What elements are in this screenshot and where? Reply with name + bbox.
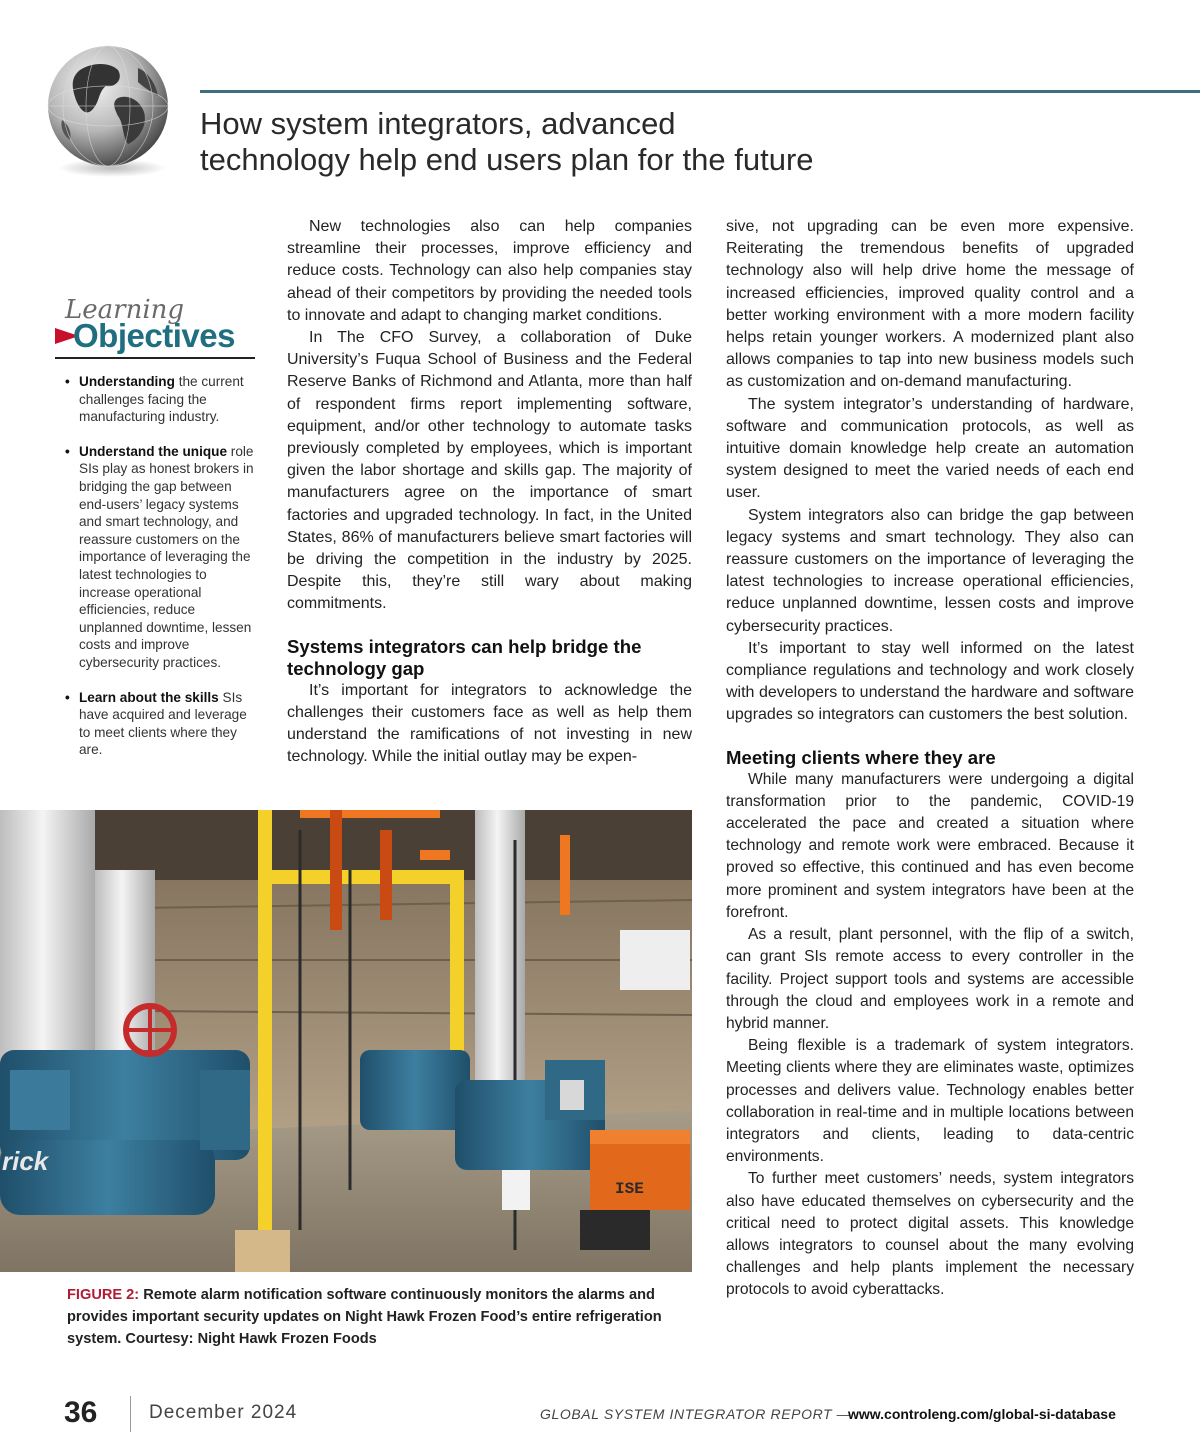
- title-line-2: technology help end users plan for the future: [200, 142, 814, 177]
- body-paragraph: New technologies also can help companies streamline their processes, improve efficiency and reduce costs. Technology can also help companies stay ahead of their competitors by providing the needed tools to innovate and adapt to changing market conditions.: [287, 218, 692, 324]
- footer-divider: [130, 1396, 131, 1432]
- page-number: 36: [64, 1396, 98, 1429]
- body-paragraph: Being flexible is a trademark of system integrators. Meeting clients where they are eliminates waste, optimizes processes and delivers value. Technology enables better collaboration in real-time and in multiple locations between integrators and clients, leading to data-centric environments.: [726, 1037, 1134, 1166]
- objective-text: the current challenges facing the manufacturing industry.: [79, 374, 244, 425]
- objective-item: [55, 689, 255, 759]
- header-rule: [200, 90, 1200, 93]
- body-paragraph: sive, not upgrading can be even more expensive. Reiterating the tremendous benefits of upgraded technology also will help drive home the message of increased efficiencies, improved quality control and a better working environment with a more modern facility helps retain younger workers. A modernized plant also allows companies to tap into new business models such as customization and on-demand manufacturing.: [726, 218, 1134, 391]
- publication-url[interactable]: www.controleng.com/global-si-database: [848, 1406, 1116, 1422]
- section-heading: Meeting clients where they are: [726, 746, 996, 768]
- objective-lead: Understand the unique: [79, 443, 228, 459]
- objective-text: SIs have acquired and leverage to meet clients where they are.: [79, 689, 247, 758]
- article-column-2: [726, 216, 1134, 1302]
- title-line-1: How system integrators, advanced: [200, 106, 676, 141]
- article-column-1: [287, 216, 692, 768]
- body-paragraph: The system integrator’s understanding of hardware, software and communication protocols, as well as intuitive domain knowledge help create an automation system designed to meet the varied needs of each end user.: [726, 395, 1134, 502]
- body-paragraph: In The CFO Survey, a collaboration of Duke University’s Fuqua School of Business and the Federal Reserve Banks of Richmond and Atlanta, more than half of respondent firms report implementing software, equipment, and/or other technology to automate tasks previously completed by employees, which is important given the labor shortage and skills gap. The majority of manufacturers agree on the importance of smart factories and upgraded technology. In fact, in the United States, 86% of manufacturers believe smart factories will be driving the competition in the industry by 2025. Despite this, they’re still wary about making commitments.: [287, 329, 692, 613]
- figure-caption-text: Remote alarm notification software continuously monitors the alarms and provides important security updates on Night Hawk Frozen Food’s entire refrigeration system. Courtesy: Night Hawk Frozen Foods: [67, 1287, 662, 1347]
- learning-label: Learning: [65, 295, 185, 325]
- issue-date: December 2024: [149, 1402, 298, 1423]
- body-paragraph: System integrators also can bridge the gap between legacy systems and smart technology. They also can reassure customers on the importance of leveraging the latest technologies to increase operational efficiencies, reduce unplanned downtime, lessen costs and improve cybersecurity practices.: [726, 506, 1134, 635]
- body-paragraph: While many manufacturers were undergoing a digital transformation prior to the pandemic, COVID-19 accelerated the pace and created a situation where technology and remote work were embraced. Because it proved so effective, this continued and has even become more prominent and system integrators have been at the forefront.: [726, 770, 1134, 921]
- figure-label: FIGURE 2:: [67, 1287, 140, 1303]
- globe-icon: [40, 40, 180, 180]
- box-label: ISE: [615, 1180, 644, 1198]
- objectives-list: [55, 373, 255, 759]
- objectives-rule: [55, 357, 255, 359]
- refrigeration-photo: [0, 810, 692, 1272]
- frick-logo: rick: [2, 1146, 49, 1176]
- objectives-label: Objectives: [73, 317, 235, 354]
- publication-name: GLOBAL SYSTEM INTEGRATOR REPORT —: [540, 1406, 852, 1422]
- body-paragraph: It’s important for integrators to acknowledge the challenges their customers face as well as help them understand the ramifications of not investing in new technology. While the initial outlay may be expen-: [287, 681, 692, 766]
- objectives-heading-row: [55, 318, 255, 354]
- objective-lead: Understanding: [79, 374, 175, 389]
- section-heading: Systems integrators can help bridge the technology gap: [287, 635, 642, 679]
- article-title: [200, 106, 1100, 178]
- learning-objectives-box: [55, 296, 255, 776]
- body-paragraph: To further meet customers’ needs, system integrators also have educated themselves on cybersecurity and the critical need to protect digital assets. This knowledge allows integrators to counsel about the many evolving challenges and help plants implement the necessary protocols to avoid cyberattacks.: [726, 1170, 1134, 1299]
- objective-lead: Learn about the skills: [79, 689, 219, 705]
- body-paragraph: As a result, plant personnel, with the flip of a switch, can grant SIs remote access to every controller in the facility. Project support tools and systems are accessible through the cloud and employees work in a remote and hybrid manner.: [726, 926, 1134, 1032]
- body-paragraph: It’s important to stay well informed on the latest compliance regulations and technology and work closely with developers to understand the hardware and software upgrades so integrators can customers the best solution.: [726, 639, 1134, 724]
- objective-item: [55, 373, 255, 426]
- figure-caption: [67, 1284, 677, 1350]
- objective-item: [55, 443, 255, 672]
- objective-text: role SIs play as honest brokers in bridging the gap between end-users’ legacy systems and smart technology, and reassure customers on the importance of leveraging the latest technologies to increase operational efficiencies, reduce unplanned downtime, lessen costs and improve cybersecurity practices.: [79, 443, 254, 670]
